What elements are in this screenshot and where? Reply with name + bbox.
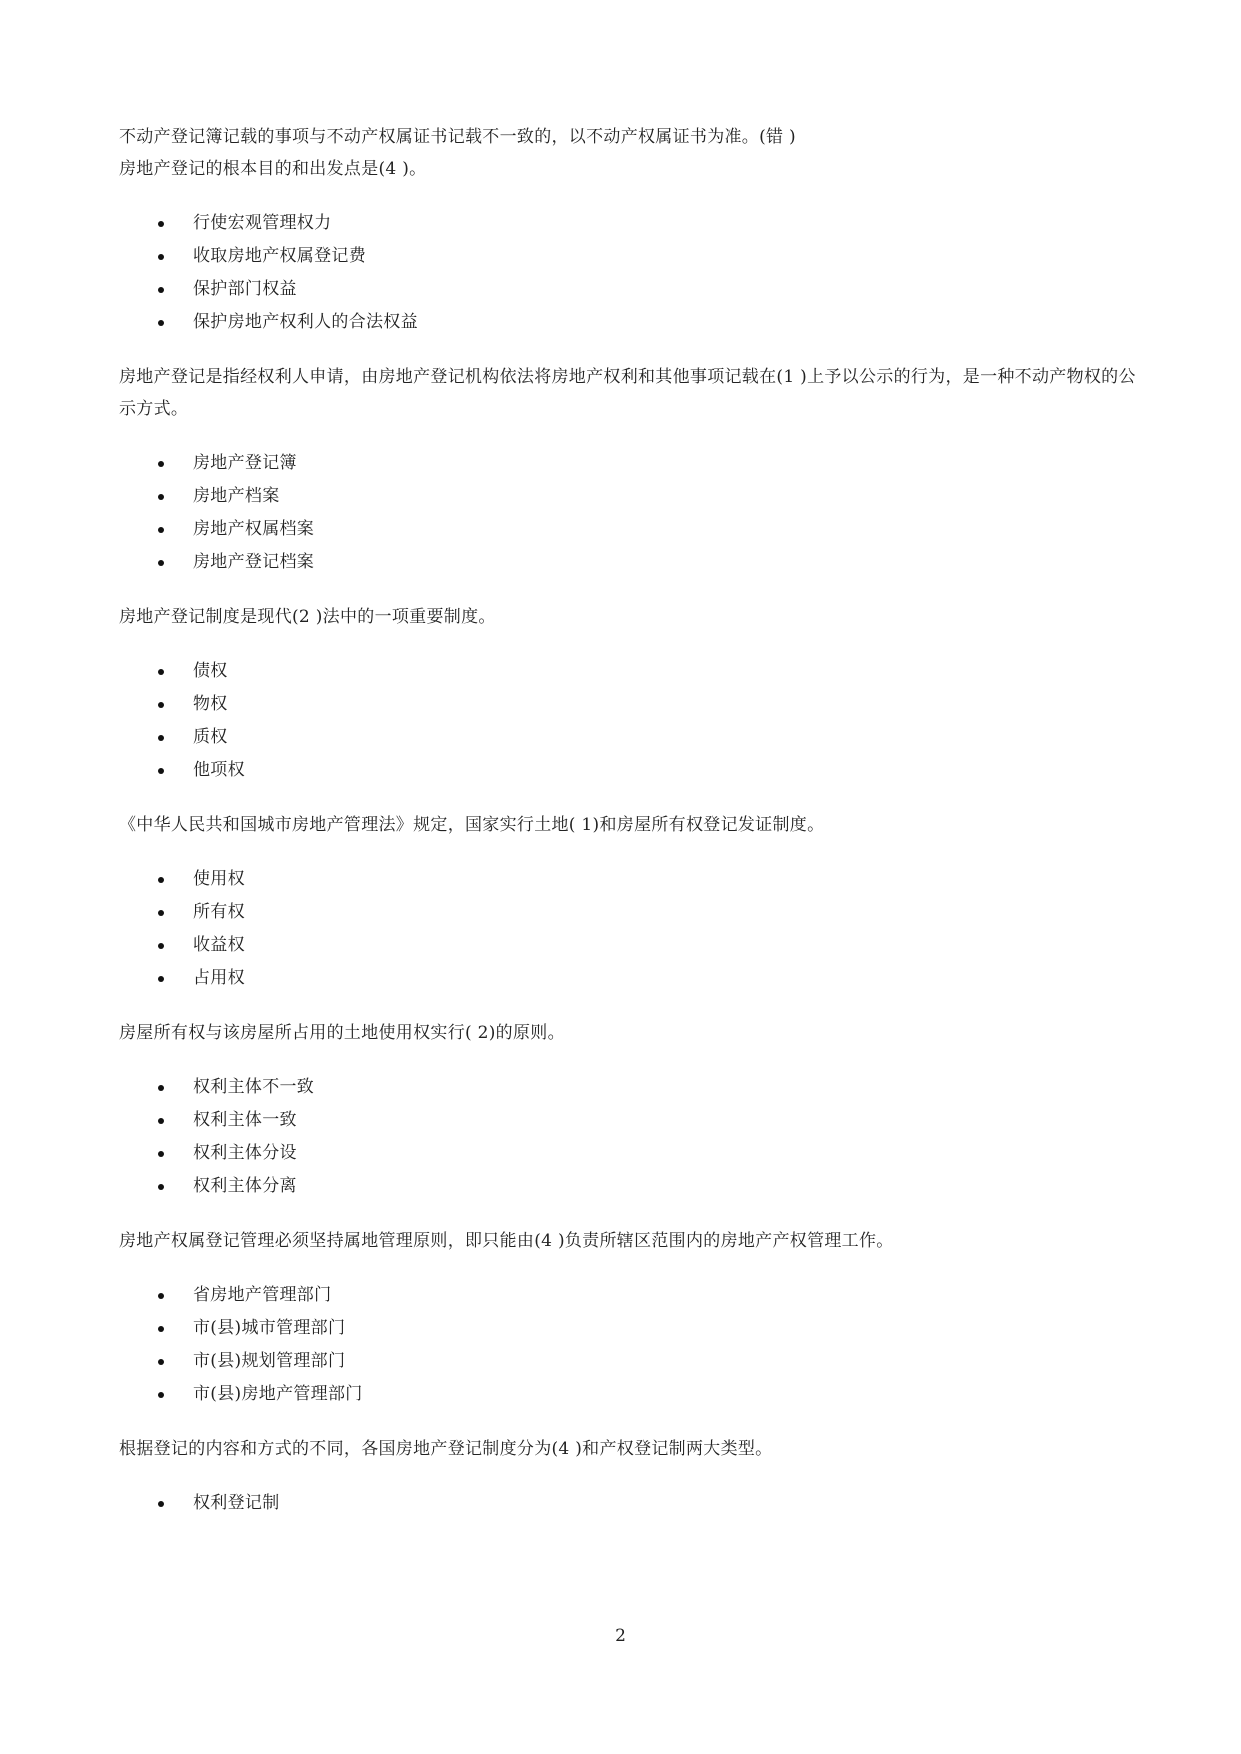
option-item <box>119 1279 1139 1312</box>
option-item <box>119 655 1139 688</box>
option-item <box>119 688 1139 721</box>
option-item <box>119 721 1139 754</box>
bullet-icon <box>158 287 164 293</box>
option-label: 房地产权属档案 <box>193 519 315 539</box>
option-list <box>119 655 1139 787</box>
bullet-icon <box>158 1326 164 1332</box>
option-label: 所有权 <box>193 902 245 922</box>
option-list <box>119 1279 1139 1411</box>
option-label: 权利主体一致 <box>193 1110 297 1130</box>
bullet-icon <box>158 943 164 949</box>
bullet-icon <box>158 702 164 708</box>
page-number: 2 <box>615 1626 626 1646</box>
bullet-icon <box>158 1501 164 1507</box>
bullet-icon <box>158 1151 164 1157</box>
bullet-icon <box>158 1085 164 1091</box>
bullet-icon <box>158 254 164 260</box>
option-item <box>119 480 1139 513</box>
option-label: 权利主体分离 <box>193 1176 297 1196</box>
option-item <box>119 447 1139 480</box>
option-label: 占用权 <box>193 968 245 988</box>
bullet-icon <box>158 1118 164 1124</box>
option-list <box>119 1071 1139 1203</box>
bullet-icon <box>158 221 164 227</box>
bullet-icon <box>158 1293 164 1299</box>
option-label: 房地产登记档案 <box>193 552 315 572</box>
option-list <box>119 1487 1139 1520</box>
option-item <box>119 1104 1139 1137</box>
option-item <box>119 1345 1139 1378</box>
option-item <box>119 929 1139 962</box>
option-label: 物权 <box>193 694 228 714</box>
bullet-icon <box>158 494 164 500</box>
option-label: 他项权 <box>193 760 245 780</box>
option-label: 权利登记制 <box>193 1493 280 1513</box>
bullet-icon <box>158 877 164 883</box>
option-item <box>119 546 1139 579</box>
question-text: 《中华人民共和国城市房地产管理法》规定，国家实行土地( 1)和房屋所有权登记发证制度。 <box>119 815 825 835</box>
option-label: 市(县)房地产管理部门 <box>193 1384 363 1404</box>
option-item <box>119 240 1139 273</box>
option-label: 收取房地产权属登记费 <box>193 246 366 266</box>
option-list <box>119 863 1139 995</box>
document-content <box>119 121 1139 1542</box>
option-label: 权利主体分设 <box>193 1143 297 1163</box>
option-label: 收益权 <box>193 935 245 955</box>
option-list <box>119 447 1139 579</box>
option-label: 市(县)城市管理部门 <box>193 1318 346 1338</box>
option-label: 行使宏观管理权力 <box>193 213 332 233</box>
option-item <box>119 754 1139 787</box>
option-item <box>119 1170 1139 1203</box>
bullet-icon <box>158 1184 164 1190</box>
question-text: 根据登记的内容和方式的不同，各国房地产登记制度分为(4 )和产权登记制两大类型。 <box>119 1439 773 1459</box>
bullet-icon <box>158 1392 164 1398</box>
bullet-icon <box>158 976 164 982</box>
bullet-icon <box>158 560 164 566</box>
option-label: 债权 <box>193 661 228 681</box>
question-text: 房地产登记制度是现代(2 )法中的一项重要制度。 <box>119 607 496 627</box>
option-item <box>119 207 1139 240</box>
bullet-icon <box>158 669 164 675</box>
option-item <box>119 306 1139 339</box>
bullet-icon <box>158 768 164 774</box>
option-item <box>119 1487 1139 1520</box>
bullet-icon <box>158 320 164 326</box>
bullet-icon <box>158 910 164 916</box>
option-item <box>119 1137 1139 1170</box>
option-label: 市(县)规划管理部门 <box>193 1351 346 1371</box>
bullet-icon <box>158 461 164 467</box>
question-text: 房屋所有权与该房屋所占用的土地使用权实行( 2)的原则。 <box>119 1023 565 1043</box>
option-item <box>119 962 1139 995</box>
option-label: 权利主体不一致 <box>193 1077 315 1097</box>
option-label: 保护部门权益 <box>193 279 297 299</box>
option-item <box>119 863 1139 896</box>
option-label: 房地产档案 <box>193 486 280 506</box>
option-item <box>119 1312 1139 1345</box>
bullet-icon <box>158 527 164 533</box>
option-label: 使用权 <box>193 869 245 889</box>
option-label: 保护房地产权利人的合法权益 <box>193 312 418 332</box>
option-label: 质权 <box>193 727 228 747</box>
option-item <box>119 1071 1139 1104</box>
option-label: 省房地产管理部门 <box>193 1285 332 1305</box>
question-text: 房地产登记是指经权利人申请，由房地产登记机构依法将房地产权利和其他事项记载在(1 )上予以公示的行为，是一种不动产物权的公示方式。 <box>119 367 1136 419</box>
option-list <box>119 207 1139 339</box>
question-text: 房地产登记的根本目的和出发点是(4 )。 <box>119 159 427 179</box>
option-item <box>119 896 1139 929</box>
option-item <box>119 1378 1139 1411</box>
intro-statement: 不动产登记簿记载的事项与不动产权属证书记载不一致的，以不动产权属证书为准。(错 ) <box>119 127 796 147</box>
bullet-icon <box>158 1359 164 1365</box>
question-text: 房地产权属登记管理必须坚持属地管理原则，即只能由(4 )负责所辖区范围内的房地产产权管理工作。 <box>119 1231 894 1251</box>
option-item <box>119 513 1139 546</box>
option-label: 房地产登记簿 <box>193 453 297 473</box>
option-item <box>119 273 1139 306</box>
bullet-icon <box>158 735 164 741</box>
